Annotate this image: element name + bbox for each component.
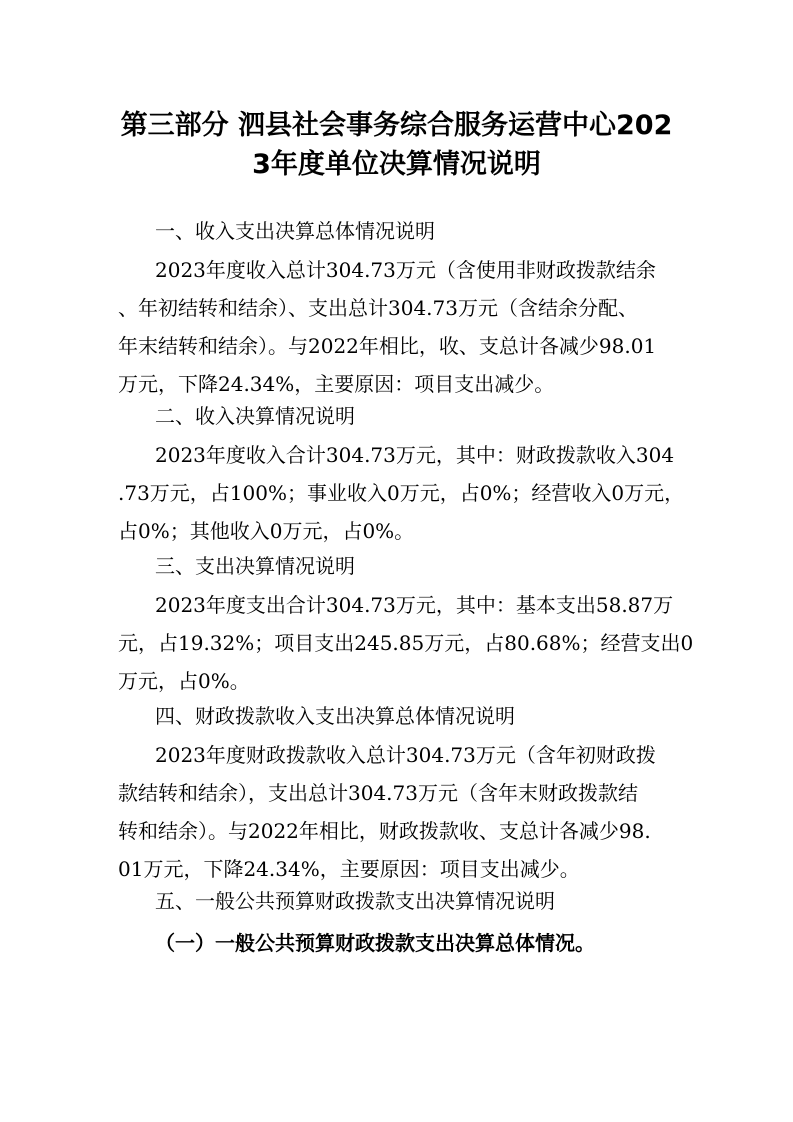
section-heading-2: 二、收入决算情况说明: [155, 404, 355, 428]
paragraph-line: 转和结余）。与2022年相比，财政拨款收、支总计各减少98.: [118, 819, 651, 843]
paragraph-line: 2023年度支出合计304.73万元，其中：基本支出58.87万: [155, 593, 674, 617]
paragraph-line: 年末结转和结余）。与2022年相比，收、支总计各减少98.01: [118, 334, 657, 358]
paragraph-line: 款结转和结余），支出总计304.73万元（含年末财政拨款结: [118, 781, 638, 805]
section-heading-5: 五、一般公共预算财政拨款支出决算情况说明: [155, 889, 555, 913]
subsection-heading: （一）一般公共预算财政拨款支出决算总体情况。: [155, 931, 595, 955]
paragraph-line: 01万元，下降24.34%，主要原因：项目支出减少。: [118, 857, 580, 881]
paragraph-line: 2023年度收入合计304.73万元，其中：财政拨款收入304: [155, 443, 675, 467]
paragraph-line: 元，占19.32%；项目支出245.85万元，占80.68%；经营支出0: [118, 631, 694, 655]
document-title-line-1: 第三部分 泗县社会事务综合服务运营中心202: [120, 110, 673, 141]
document-title-line-2: 3年度单位决算情况说明: [252, 149, 541, 180]
paragraph-line: 、年初结转和结余）、支出总计304.73万元（含结余分配、: [118, 296, 638, 320]
paragraph-line: 2023年度财政拨款收入总计304.73万元（含年初财政拨: [155, 743, 656, 767]
paragraph-line: 万元，下降24.34%，主要原因：项目支出减少。: [118, 372, 555, 396]
section-heading-3: 三、支出决算情况说明: [155, 554, 355, 578]
section-heading-4: 四、财政拨款收入支出决算总体情况说明: [155, 704, 515, 728]
paragraph-line: 占0%；其他收入0万元，占0%。: [118, 519, 415, 543]
section-heading-1: 一、收入支出决算总体情况说明: [155, 219, 435, 243]
paragraph-line: 2023年度收入总计304.73万元（含使用非财政拨款结余: [155, 258, 656, 282]
paragraph-line: .73万元，占100%；事业收入0万元，占0%；经营收入0万元，: [118, 481, 685, 505]
paragraph-line: 万元，占0%。: [118, 669, 250, 693]
